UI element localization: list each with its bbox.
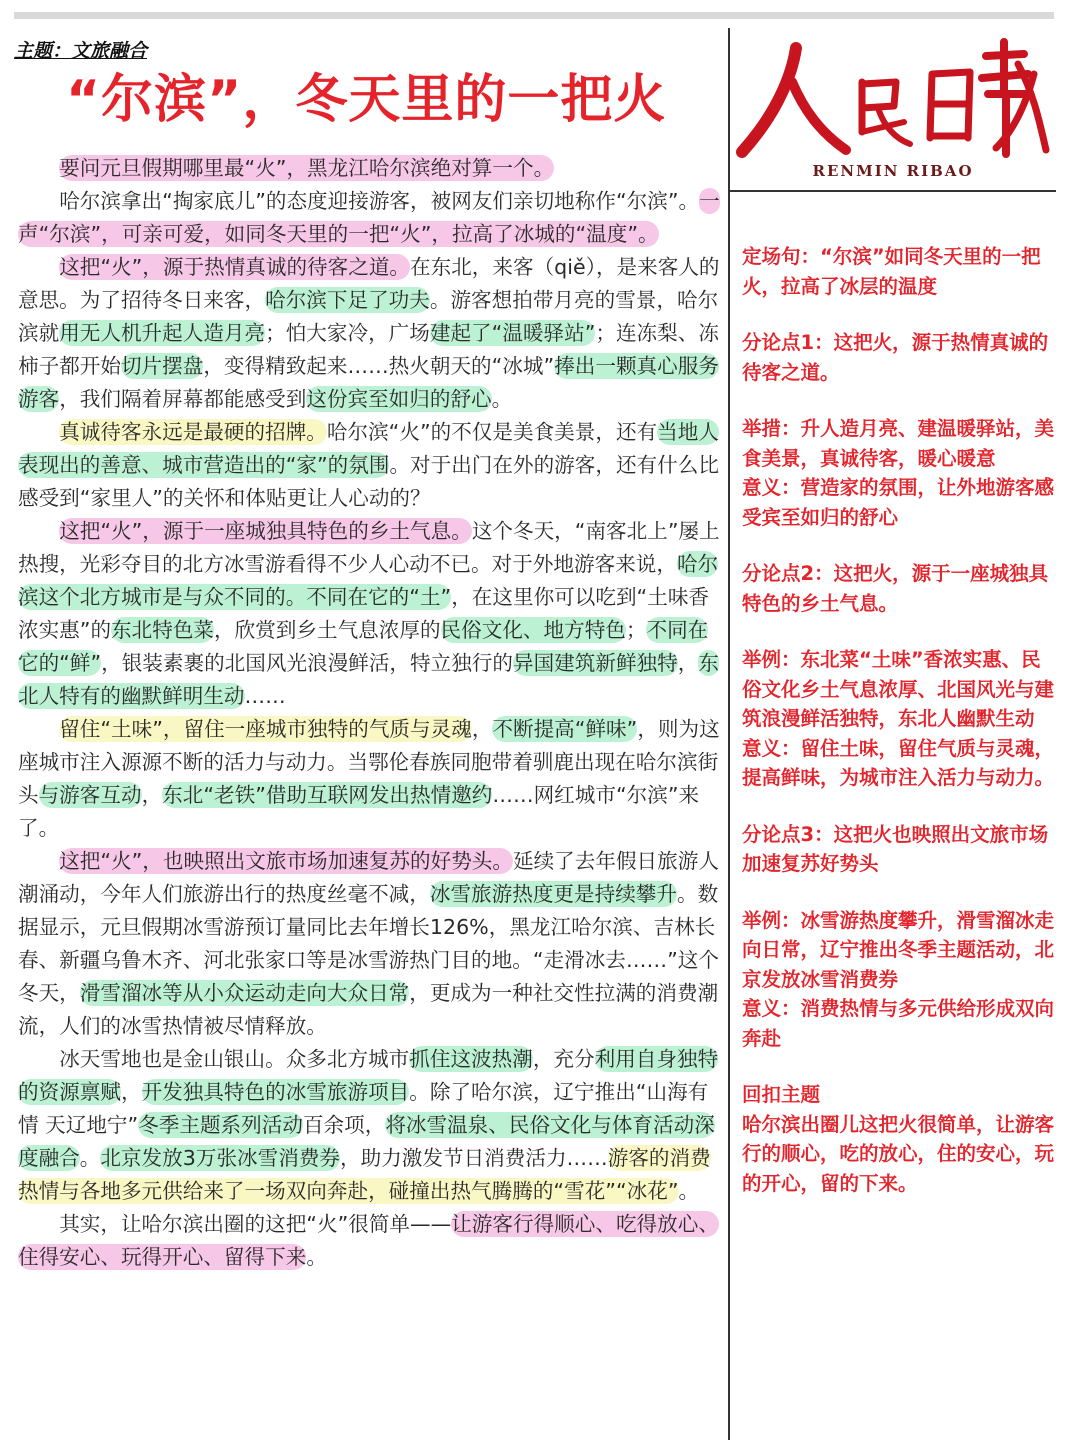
- note-subpoint-2: 分论点2：这把火，源于一座城独具特色的乡土气息。: [742, 562, 1049, 615]
- newspaper-calligraphy-logo: [734, 34, 1052, 162]
- highlight-pink: 让游客行得顺心、吃得放心、住得安心、玩得开心、留得下来: [18, 1212, 719, 1269]
- article-text: ，充分: [532, 1047, 595, 1071]
- highlight-green: 冰雪旅游热度更是持续攀升: [429, 882, 677, 906]
- highlight-pink: 一声“尔滨”，可亲可爱，如同冬天里的一把“火”，拉高了冰城的“温度”。: [18, 189, 720, 246]
- article-text: ，更成为一种社交性拉满的消费潮流，人们的冰雪热情被尽情释放。: [18, 981, 719, 1038]
- article-text: ，助力激发节日消费活力……: [340, 1146, 608, 1170]
- highlight-yellow: 真诚待客永远是最硬的招牌。: [59, 420, 327, 444]
- note-examples-2: 举例：东北菜“土味”香浓实惠、民俗文化乡土气息浓厚、北国风光与建筑浪漫鲜活独特，东北人幽默生动 意义：留住土味，留住气质与灵魂，提高鲜味，为城市注入活力与动力。: [742, 648, 1055, 789]
- article-text: 。除了哈尔滨，辽宁推出“山海有情 天辽地宁”: [18, 1080, 709, 1137]
- highlight-green: 与游客互动: [38, 783, 142, 807]
- highlight-green: 哈尔滨下足了功夫: [265, 288, 430, 312]
- highlight-green: 将冰雪温泉、民俗文化与体育活动深度融合: [18, 1113, 715, 1170]
- highlight-green: 民俗文化、地方特色: [440, 618, 626, 642]
- highlight-green: 开发独具特色的冰雪旅游项目: [141, 1080, 410, 1104]
- article-text: 冰天雪地也是金山银山。众多北方城市: [59, 1047, 410, 1071]
- highlight-green: 捧出一颗真心服务游客: [18, 354, 719, 411]
- highlight-pink: 这把“火”，源于热情真诚的待客之道。: [59, 255, 411, 279]
- article-text: 在东北，来客（qiě），是来客人的意思。为了招待冬日来客，: [18, 255, 720, 312]
- highlight-green: 滑雪溜冰等从小众运动走向大众日常: [79, 981, 410, 1005]
- article-text: ；怕大家冷，广场: [265, 321, 430, 345]
- highlight-green: 用无人机升起人造月亮: [59, 321, 266, 345]
- highlight-green: 东北“老铁”借助互联网发出热情邀约: [162, 783, 493, 807]
- article-text: ，: [471, 717, 493, 741]
- highlight-yellow: 游客的消费热情与各地多元供给来了一场双向奔赴，碰撞出热气腾腾的“雪花”“冰花”: [18, 1146, 711, 1203]
- article-text: ；: [625, 618, 647, 642]
- article-text: ，则为这座城市注入源源不断的活力与动力。当鄂伦春族同胞带着驯鹿出现在哈尔滨街头: [18, 717, 720, 807]
- logo-divider: [730, 190, 1056, 192]
- article-text: ，欣赏到乡土气息浓厚的: [214, 618, 441, 642]
- article-text: 。数据显示，元旦假期冰雪游预订量同比去年增长126%，黑龙江哈尔滨、吉林长春、新疆乌鲁木齐、河北张家口等是冰雪游热门目的地。“走滑冰去……”这个冬天，: [18, 882, 719, 1005]
- article-paragraph-1: [18, 152, 728, 185]
- article-text: ……: [244, 684, 286, 708]
- article-text: ，我们隔着屏幕都能感受到: [59, 387, 307, 411]
- highlight-green: 利用自身独特的资源禀赋: [18, 1047, 719, 1104]
- article-text: ，: [120, 1080, 142, 1104]
- note-subpoint-3: 分论点3：这把火也映照出文旅市场加速复苏好势头: [742, 822, 1049, 875]
- article-headline: “尔滨”，冬天里的一把火: [66, 70, 667, 130]
- newspaper-logo: [734, 34, 1052, 184]
- article-paragraph-6: [18, 713, 728, 845]
- highlight-pink: 这把“火”，也映照出文旅市场加速复苏的好势头。: [59, 849, 513, 873]
- note-subpoint-1: 分论点1：这把火，源于热情真诚的待客之道。: [742, 331, 1049, 384]
- article-text: 其实，让哈尔滨出圈的这把“火”很简单——: [59, 1212, 452, 1236]
- note-conclusion: 回扣主题 哈尔滨出圈儿这把火很简单，让游客行的顺心，吃的放心，住的安心，玩的开心，留的下来。: [742, 1083, 1055, 1195]
- note-examples-3: 举例：冰雪游热度攀升，滑雪溜冰走向日常，辽宁推出冬季主题活动，北京发放冰雪消费券 意义：消费热情与多元供给形成双向奔赴: [742, 908, 1055, 1050]
- article-text: 哈尔滨拿出“掏家底儿”的态度迎接游客，被网友们亲切地称作“尔滨”。: [59, 189, 700, 213]
- note-measures-1: 举措：升人造月亮、建温暖驿站，美食美景，真诚待客，暖心暖意 意义：营造家的氛围，让外地游客感受宾至如归的舒心: [742, 417, 1055, 529]
- article-text: ，: [141, 783, 163, 807]
- article-paragraph-4: [18, 416, 728, 515]
- article-text: ，: [677, 651, 699, 675]
- article-text: 。: [306, 1245, 327, 1269]
- article-text: ，银装素裹的北国风光浪漫鲜活，特立独行的: [101, 651, 513, 675]
- article-text: 。游客想拍带月亮的雪景，哈尔滨就: [18, 288, 719, 345]
- article-text: 百余项，: [302, 1113, 386, 1137]
- article-paragraph-5: [18, 515, 728, 713]
- article-body: [18, 152, 728, 1274]
- article-text: 。对于出门在外的游客，还有什么比感受到“家里人”的关怀和体贴更让人心动的？: [18, 453, 719, 510]
- highlight-green: 抓住这波热潮: [409, 1047, 533, 1071]
- highlight-green: 冬季主题系列活动: [138, 1113, 303, 1137]
- highlight-green: 东北特色菜: [111, 618, 215, 642]
- highlight-green: 北京发放3万张冰雪消费券: [100, 1146, 341, 1170]
- highlight-green: 哈尔滨这个北方城市是与众不同的。不同在它的“土”: [18, 552, 719, 609]
- highlight-green: 异国建筑新鲜独特: [513, 651, 678, 675]
- highlight-pink: 要问元旦假期哪里最“火”，黑龙江哈尔滨绝对算一个。: [59, 156, 555, 180]
- column-divider: [728, 28, 730, 1440]
- newspaper-name: [1052, 34, 1053, 35]
- article-paragraph-7: [18, 845, 728, 1043]
- highlight-green: 切片摆盘: [120, 354, 204, 378]
- highlight-yellow: 留住“土味”，留住一座城市独特的气质与灵魂: [59, 717, 472, 741]
- highlight-green: 当地人表现出的善意、城市营造出的“家”的氛围: [18, 420, 719, 477]
- article-text: ；连冻梨、冻柿子都开始: [18, 321, 719, 378]
- highlight-green: 不同在它的“鲜”: [18, 618, 709, 675]
- article-text: ，在这里你可以吃到“土味香浓实惠”的: [18, 585, 710, 642]
- article-paragraph-9: [18, 1208, 728, 1274]
- article-paragraph-3: [18, 251, 728, 416]
- article-text: ……网红城市“尔滨”来了。: [18, 783, 700, 840]
- highlight-pink: 这把“火”，源于一座城独具特色的乡土气息。: [59, 519, 472, 543]
- article-paragraph-2: [18, 185, 728, 251]
- newspaper-pinyin: RENMIN RIBAO: [812, 162, 974, 180]
- article-text: 。: [491, 387, 513, 411]
- article-text: ，变得精致起来……热火朝天的“冰城”: [203, 354, 555, 378]
- article-text: 哈尔滨“火”的不仅是美食美景，还有: [326, 420, 658, 444]
- article-text: 。: [79, 1146, 101, 1170]
- topic-label: 主题：文旅融合: [14, 40, 148, 62]
- top-divider-bar: [14, 12, 1054, 19]
- outline-notes: [742, 242, 1058, 1225]
- highlight-green: 东北人特有的幽默鲜明生动: [18, 651, 719, 708]
- highlight-green: 建起了“温暖驿站”: [429, 321, 596, 345]
- article-text: 延续了去年假日旅游人潮涌动，今年人们旅游出行的热度丝毫不减，: [18, 849, 719, 906]
- note-opening-sentence: 定场句：“尔滨”如同冬天里的一把火，拉高了冰层的温度: [742, 245, 1041, 298]
- article-paragraph-8: [18, 1043, 728, 1208]
- article-text: 。: [678, 1179, 700, 1203]
- article-text: 这个冬天，“南客北上”屡上热搜，光彩夺目的北方冰雪游看得不少人心动不已。对于外地游客来说，: [18, 519, 720, 576]
- highlight-green: 这份宾至如归的舒心: [306, 387, 492, 411]
- highlight-green: 不断提高“鲜味”: [492, 717, 638, 741]
